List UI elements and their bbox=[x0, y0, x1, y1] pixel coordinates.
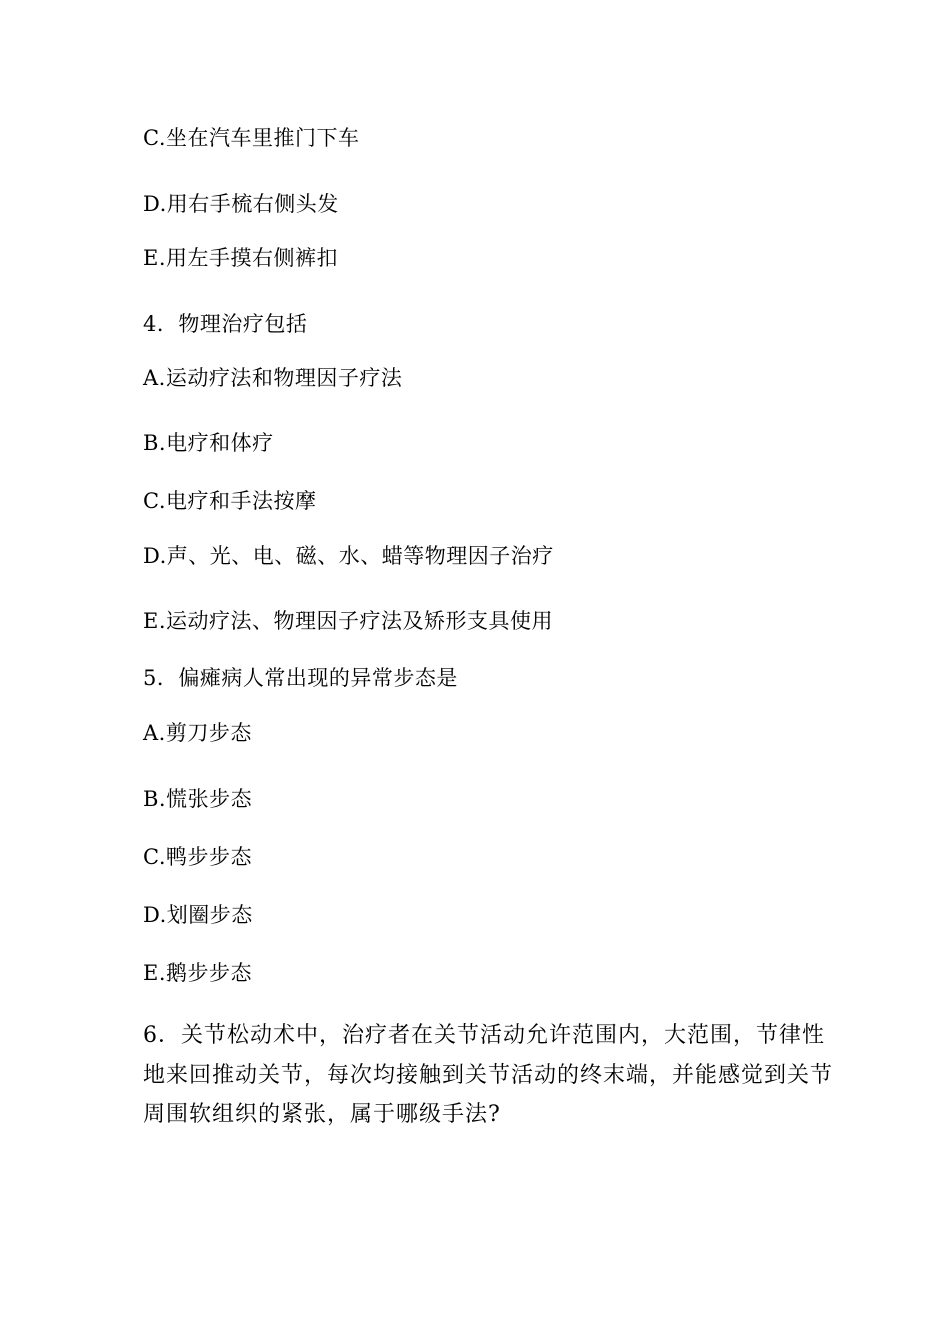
q6-question-line-3: 周围软组织的紧张，属于哪级手法? bbox=[143, 1102, 501, 1127]
q3-option-e: E.用左手摸右侧裤扣 bbox=[143, 246, 339, 270]
q4-option-a: A.运动疗法和物理因子疗法 bbox=[143, 366, 403, 390]
q5-option-b: B.慌张步态 bbox=[143, 787, 253, 811]
q5-option-e: E.鹅步步态 bbox=[143, 961, 253, 985]
q3-option-d: D.用右手梳右侧头发 bbox=[143, 192, 339, 216]
q4-option-b: B.电疗和体疗 bbox=[143, 431, 274, 455]
q4-option-c: C.电疗和手法按摩 bbox=[143, 489, 317, 513]
q4-option-e: E.运动疗法、物理因子疗法及矫形支具使用 bbox=[143, 609, 554, 633]
q5-question: 5．偏瘫病人常出现的异常步态是 bbox=[143, 666, 458, 690]
q6-question-line-1: 6．关节松动术中，治疗者在关节活动允许范围内，大范围，节律性 bbox=[143, 1023, 825, 1048]
q3-option-c: C.坐在汽车里推门下车 bbox=[143, 126, 360, 150]
q5-option-d: D.划圈步态 bbox=[143, 903, 253, 927]
q5-option-c: C.鸭步步态 bbox=[143, 845, 252, 869]
q4-option-d: D.声、光、电、磁、水、蜡等物理因子治疗 bbox=[143, 544, 554, 568]
q5-option-a: A.剪刀步态 bbox=[143, 721, 252, 745]
q4-question: 4．物理治疗包括 bbox=[143, 312, 308, 336]
q6-question-line-2: 地来回推动关节，每次均接触到关节活动的终末端，并能感觉到关节 bbox=[143, 1063, 834, 1088]
